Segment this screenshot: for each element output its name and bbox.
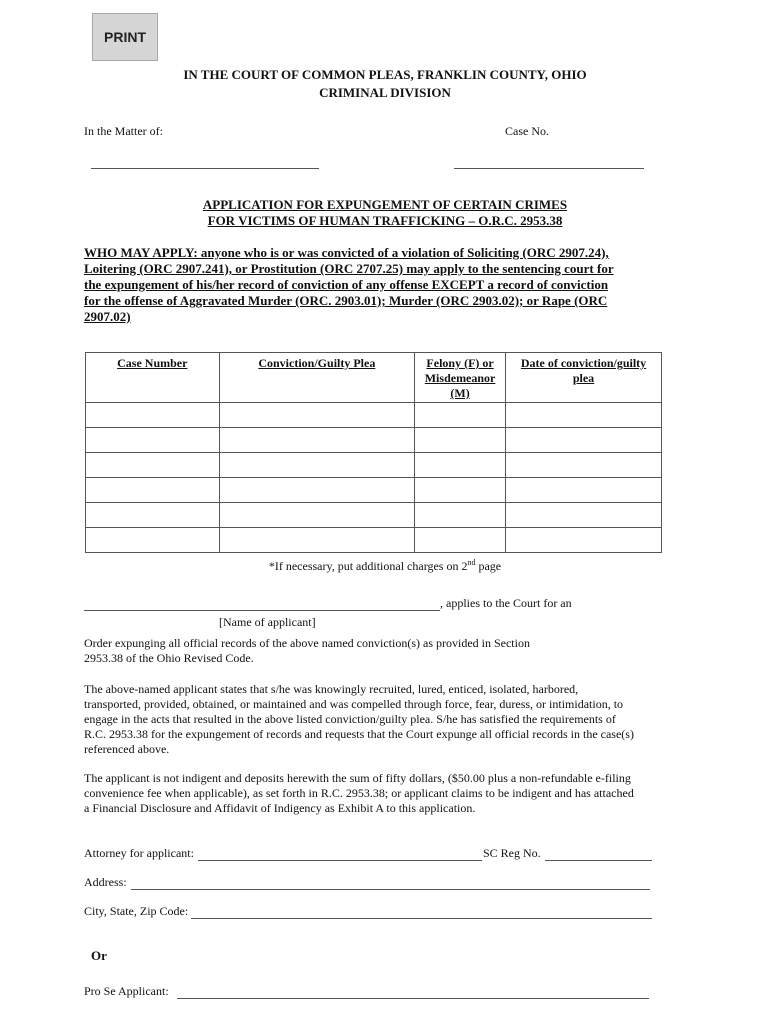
note-sup: nd [467, 558, 476, 567]
order-paragraph [84, 636, 684, 666]
statement-line: engage in the acts that resulted in the above listed conviction/guilty plea. S/he has satisfied the requirements of [84, 712, 616, 726]
table-cell[interactable] [415, 403, 506, 428]
indigent-line: The applicant is not indigent and deposits herewith the sum of fifty dollars, ($50.00 plus a non-refundable e-filing [84, 771, 631, 785]
table-cell[interactable] [86, 453, 220, 478]
table-row [86, 428, 662, 453]
table-cell[interactable] [506, 503, 662, 528]
table-cell[interactable] [219, 503, 415, 528]
city-state-zip-field[interactable] [191, 904, 652, 919]
statement-line: referenced above. [84, 742, 170, 756]
statement-line: The above-named applicant states that s/he was knowingly recruited, lured, enticed, isolated, harbored, [84, 682, 579, 696]
table-cell[interactable] [415, 528, 506, 553]
header-felony-misdemeanor: Felony (F) or Misdemeanor (M) [415, 353, 506, 403]
table-cell[interactable] [506, 403, 662, 428]
indigent-line: a Financial Disclosure and Affidavit of Indigency as Exhibit A to this application. [84, 801, 476, 815]
indigent-line: convenience fee when applicable), as set forth in R.C. 2953.38; or applicant claims to be indigent and has attached [84, 786, 634, 800]
city-state-zip-label: City, State, Zip Code: [84, 904, 189, 918]
additional-charges-note [0, 558, 770, 574]
case-no-field[interactable] [454, 154, 644, 169]
header-date: Date of conviction/guilty plea [506, 353, 662, 403]
statement-line: R.C. 2953.38 for the expungement of records and requests that the Court expunge all official records in the case(s) [84, 727, 634, 741]
address-field[interactable] [131, 875, 650, 890]
table-row [86, 453, 662, 478]
table-cell[interactable] [86, 503, 220, 528]
applies-text: , applies to the Court for an [440, 596, 572, 610]
table-row [86, 478, 662, 503]
table-cell[interactable] [86, 403, 220, 428]
table-cell[interactable] [219, 478, 415, 503]
table-cell[interactable] [506, 528, 662, 553]
pro-se-label: Pro Se Applicant: [84, 984, 169, 998]
who-may-apply [84, 245, 694, 325]
who-may-apply-line: 2907.02) [84, 309, 131, 324]
division-title: CRIMINAL DIVISION [319, 85, 451, 100]
table-cell[interactable] [506, 428, 662, 453]
address-label: Address: [84, 875, 127, 889]
table-cell[interactable] [219, 403, 415, 428]
indigent-paragraph [84, 771, 704, 816]
who-may-apply-line: WHO MAY APPLY: anyone who is or was convicted of a violation of Soliciting (ORC 2907.24), [84, 245, 609, 260]
table-cell[interactable] [415, 453, 506, 478]
table-cell[interactable] [506, 453, 662, 478]
statement-line: transported, provided, obtained, or maintained and was compelled through force, fear, duress, or intimidation, to [84, 697, 624, 711]
header-case-number: Case Number [86, 353, 220, 403]
application-title-line-2: FOR VICTIMS OF HUMAN TRAFFICKING – O.R.C. 2953.38 [207, 213, 563, 228]
table-cell[interactable] [219, 428, 415, 453]
who-may-apply-line: the expungement of his/her record of conviction of any offense EXCEPT a record of conviction [84, 277, 609, 292]
table-cell[interactable] [219, 528, 415, 553]
table-cell[interactable] [506, 478, 662, 503]
order-line: Order expunging all official records of the above named conviction(s) as provided in Section [84, 636, 530, 650]
table-cell[interactable] [86, 528, 220, 553]
table-cell[interactable] [86, 478, 220, 503]
order-line: 2953.38 of the Ohio Revised Code. [84, 651, 254, 665]
attorney-field[interactable] [198, 846, 482, 861]
table-cell[interactable] [415, 503, 506, 528]
name-of-applicant-caption: [Name of applicant] [219, 615, 316, 629]
sc-reg-field[interactable] [545, 846, 652, 861]
applicant-name-field[interactable] [84, 596, 440, 611]
header-conviction: Conviction/Guilty Plea [219, 353, 415, 403]
table-cell[interactable] [415, 478, 506, 503]
print-button[interactable]: PRINT [92, 13, 158, 61]
table-header-row [86, 353, 662, 403]
table-cell[interactable] [219, 453, 415, 478]
case-no-label: Case No. [505, 124, 549, 138]
table-row [86, 503, 662, 528]
statement-paragraph [84, 682, 704, 757]
who-may-apply-line: Loitering (ORC 2907.241), or Prostitution (ORC 2707.25) may apply to the sentencing court for [84, 261, 614, 276]
note-text-end: page [475, 559, 502, 573]
table-cell[interactable] [415, 428, 506, 453]
pro-se-field[interactable] [177, 984, 649, 999]
attorney-label: Attorney for applicant: [84, 846, 194, 860]
court-title: IN THE COURT OF COMMON PLEAS, FRANKLIN COUNTY, OHIO [183, 67, 587, 82]
table-row [86, 528, 662, 553]
note-text: *If necessary, put additional charges on 2 [268, 559, 468, 573]
table-row [86, 403, 662, 428]
matter-label: In the Matter of: [84, 124, 163, 138]
application-title-line-1: APPLICATION FOR EXPUNGEMENT OF CERTAIN CRIMES [202, 197, 568, 212]
sc-reg-label: SC Reg No. [483, 846, 541, 860]
conviction-table [85, 352, 662, 553]
or-label: Or [91, 948, 107, 963]
matter-field[interactable] [91, 154, 319, 169]
table-cell[interactable] [86, 428, 220, 453]
who-may-apply-line: for the offense of Aggravated Murder (ORC. 2903.01); Murder (ORC 2903.02); or Rape (ORC [84, 293, 608, 308]
